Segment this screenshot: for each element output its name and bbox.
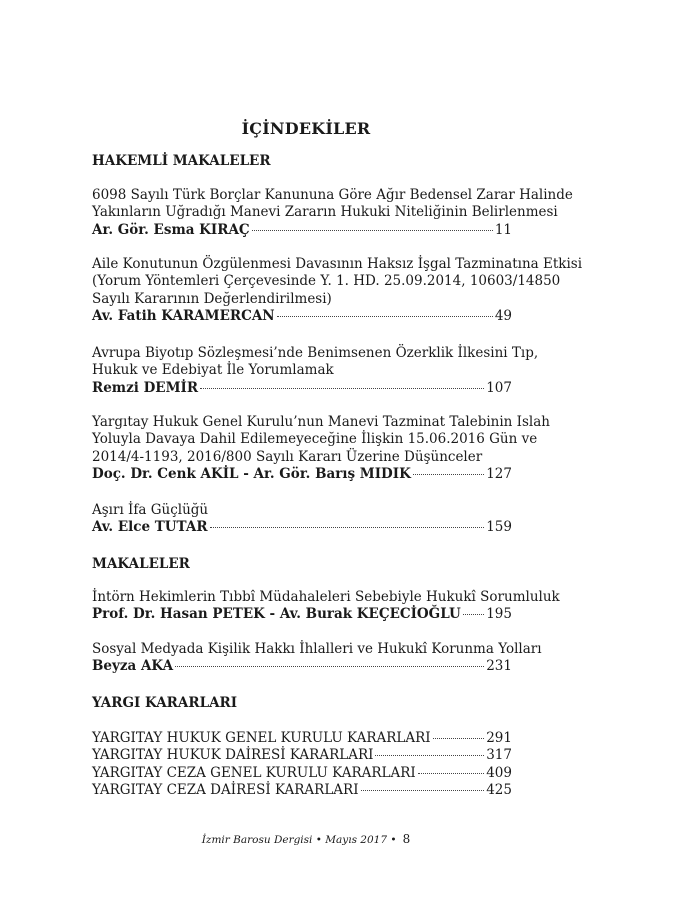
- dot-leader: [277, 316, 493, 317]
- section-heading-articles: MAKALELER: [92, 556, 190, 572]
- entry-page-number: 159: [486, 519, 512, 536]
- footer-page-number: 8: [402, 832, 411, 846]
- dot-leader: [418, 773, 484, 774]
- toc-entry[interactable]: [92, 345, 539, 397]
- toc-entry[interactable]: [92, 502, 512, 537]
- decision-page-number: 409: [486, 764, 512, 781]
- toc-decision-list: [92, 730, 512, 800]
- toc-entry[interactable]: [92, 641, 542, 676]
- entry-page-number: 11: [494, 221, 512, 238]
- entry-author: Remzi DEMİR: [92, 379, 199, 396]
- entry-author: Beyza AKA: [92, 658, 174, 675]
- entry-title-line: Avrupa Biyotıp Sözleşmesi’nde Benimsenen Özerklik İlkesini Tıp,: [92, 345, 539, 361]
- decision-label: YARGITAY CEZA GENEL KURULU KARARLARI: [92, 764, 416, 781]
- toc-decision-item[interactable]: [92, 782, 512, 799]
- entry-title-line: (Yorum Yöntemleri Çerçevesinde Y. 1. HD. 25.09.2014, 10603/14850: [92, 273, 561, 290]
- entry-page-number: 49: [494, 308, 512, 325]
- page-footer: [0, 832, 612, 846]
- footer-journal: İzmir Barosu Dergisi • Mayıs 2017 •: [201, 834, 397, 846]
- dot-leader: [252, 230, 493, 231]
- section-heading-court-decisions: YARGI KARARLARI: [92, 695, 238, 711]
- dot-leader: [200, 388, 484, 389]
- dot-leader: [433, 738, 485, 739]
- dot-leader: [175, 666, 484, 667]
- dot-leader: [463, 614, 484, 615]
- decision-label: YARGITAY HUKUK DAİRESİ KARARLARI: [92, 747, 374, 764]
- entry-title-line: Hukuk ve Edebiyat İle Yorumlamak: [92, 362, 334, 379]
- dot-leader: [210, 527, 485, 528]
- decision-label: YARGITAY HUKUK GENEL KURULU KARARLARI: [92, 730, 431, 746]
- entry-title-line: 2014/4-1193, 2016/800 Sayılı Kararı Üzerine Düşünceler: [92, 448, 483, 465]
- toc-entry[interactable]: [92, 256, 583, 326]
- toc-decision-item[interactable]: [92, 765, 512, 782]
- entry-title-line: Sayılı Kararının Değerlendirilmesi): [92, 290, 332, 307]
- entry-author: Av. Fatih KARAMERCAN: [92, 308, 275, 325]
- entry-page-number: 107: [486, 379, 512, 396]
- toc-decision-item[interactable]: [92, 730, 512, 747]
- toc-decision-item[interactable]: [92, 747, 512, 764]
- dot-leader: [375, 755, 484, 756]
- dot-leader: [413, 474, 484, 475]
- toc-entry[interactable]: [92, 187, 573, 239]
- entry-author: Ar. Gör. Esma KIRAÇ: [92, 221, 250, 238]
- decision-page-number: 317: [486, 747, 512, 764]
- entry-title-line: Yakınların Uğradığı Manevi Zararın Hukuki Niteliğinin Belirlenmesi: [92, 204, 558, 221]
- decision-page-number: 291: [486, 730, 512, 746]
- entry-title-line: Yargıtay Hukuk Genel Kurulu’nun Manevi Tazminat Talebinin Islah: [92, 414, 550, 430]
- entry-title-line: 6098 Sayılı Türk Borçlar Kanununa Göre Ağır Bedensel Zarar Halinde: [92, 187, 573, 203]
- toc-entry[interactable]: [92, 414, 550, 484]
- section-heading-refereed: HAKEMLİ MAKALELER: [92, 153, 271, 169]
- entry-page-number: 231: [486, 658, 512, 675]
- entry-author: Prof. Dr. Hasan PETEK - Av. Burak KEÇECİOĞLU: [92, 606, 461, 623]
- dot-leader: [361, 790, 485, 791]
- entry-title-line: Yoluyla Davaya Dahil Edilemeyeceğine İlişkin 15.06.2016 Gün ve: [92, 431, 538, 448]
- toc-title: İÇİNDEKİLER: [241, 119, 371, 138]
- entry-author: Av. Elce TUTAR: [92, 519, 208, 536]
- entry-title-line: İntörn Hekimlerin Tıbbî Müdahaleleri Sebebiyle Hukukî Sorumluluk: [92, 589, 560, 605]
- toc-entry[interactable]: [92, 589, 560, 624]
- entry-title-line: Aşırı İfa Güçlüğü: [92, 502, 209, 518]
- entry-page-number: 127: [486, 466, 512, 483]
- entry-title-line: Aile Konutunun Özgülenmesi Davasının Haksız İşgal Tazminatına Etkisi: [92, 256, 583, 272]
- decision-page-number: 425: [486, 782, 512, 799]
- decision-label: YARGITAY CEZA DAİRESİ KARARLARI: [92, 782, 359, 799]
- entry-author: Doç. Dr. Cenk AKİL - Ar. Gör. Barış MIDIK: [92, 466, 411, 483]
- entry-page-number: 195: [486, 606, 512, 623]
- entry-title-line: Sosyal Medyada Kişilik Hakkı İhlalleri ve Hukukî Korunma Yolları: [92, 641, 542, 657]
